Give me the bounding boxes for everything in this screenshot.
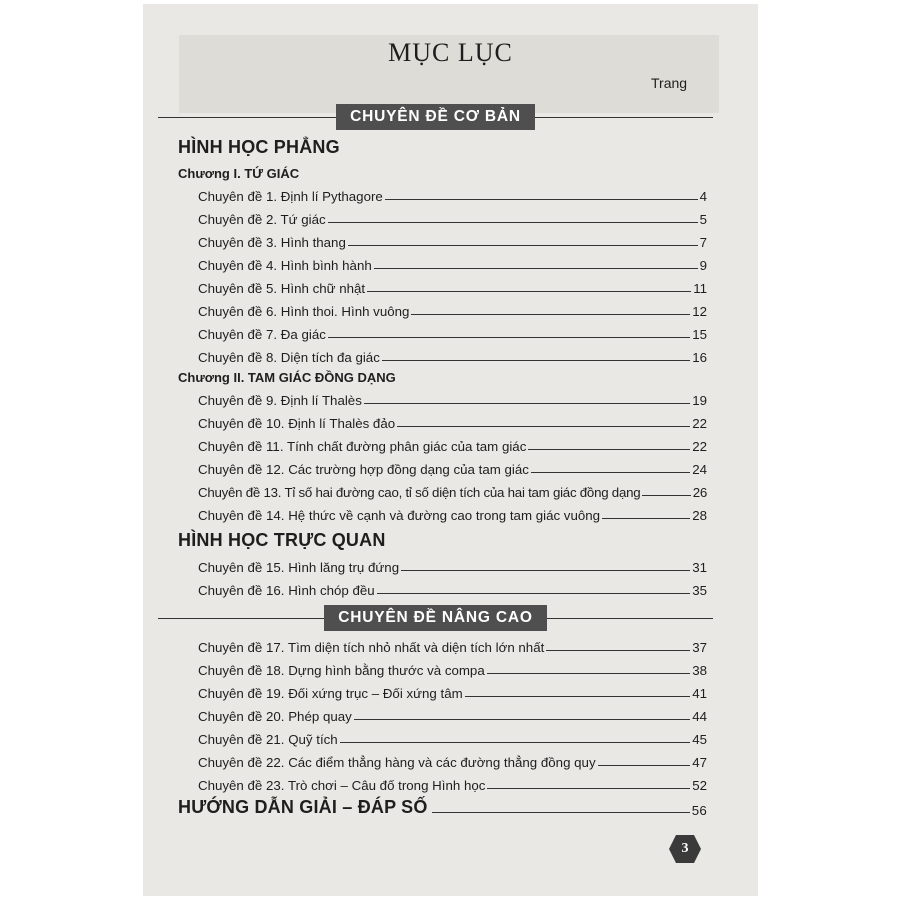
leader-line <box>328 337 690 338</box>
toc-entry-label: Chuyên đề 9. Định lí Thalès <box>198 393 362 408</box>
toc-entry[interactable] <box>198 480 707 500</box>
page-number-badge <box>668 834 702 864</box>
toc-entry-page: 16 <box>692 350 707 365</box>
toc-entry-page: 28 <box>692 508 707 523</box>
toc-entry[interactable] <box>198 345 707 365</box>
page-number: 3 <box>681 841 689 856</box>
banner-basic <box>143 103 758 133</box>
leader-line <box>401 570 690 571</box>
toc-entry-page: 7 <box>699 235 707 250</box>
toc-entry[interactable] <box>198 276 707 296</box>
toc-entry-page: 44 <box>692 709 707 724</box>
toc-entry-label: Chuyên đề 17. Tìm diện tích nhỏ nhất và diện tích lớn nhất <box>198 640 545 655</box>
leader-line <box>465 696 691 697</box>
toc-entry-label: Chuyên đề 11. Tính chất đường phân giác của tam giác <box>198 439 527 454</box>
section-plane-geometry: HÌNH HỌC PHẲNG <box>178 137 340 157</box>
toc-entry-label: Chuyên đề 10. Định lí Thalès đảo <box>198 416 396 431</box>
toc-entry[interactable] <box>198 773 707 793</box>
toc-entry-label: Chuyên đề 19. Đối xứng trục – Đối xứng tâm <box>198 686 463 701</box>
toc-entry-label: Chuyên đề 13. Tỉ số hai đường cao, tỉ số diện tích của hai tam giác đồng dạng <box>198 485 641 500</box>
toc-entry-page: 9 <box>699 258 707 273</box>
toc-entry-page: 15 <box>692 327 707 342</box>
toc-entry-page: 19 <box>692 393 707 408</box>
section-solutions-page: 56 <box>691 803 707 818</box>
toc-entry-label: Chuyên đề 18. Dựng hình bằng thước và compa <box>198 663 485 678</box>
toc-entry[interactable] <box>198 503 707 523</box>
leader-line <box>367 291 691 292</box>
toc-entry-label: Chuyên đề 7. Đa giác <box>198 327 326 342</box>
leader-line <box>328 222 698 223</box>
toc-entry-page: 26 <box>692 485 707 500</box>
toc-entry-label: Chuyên đề 4. Hình bình hành <box>198 258 372 273</box>
leader-line <box>432 812 690 813</box>
page-title: MỤC LỤC <box>388 38 513 67</box>
toc-page <box>143 4 758 896</box>
page-column-header: Trang <box>651 75 688 91</box>
toc-entry-label: Chuyên đề 20. Phép quay <box>198 709 352 724</box>
toc-entry[interactable] <box>198 253 707 273</box>
leader-line <box>397 426 690 427</box>
toc-entry-page: 35 <box>692 583 707 598</box>
toc-entry-label: Chuyên đề 23. Trò chơi – Câu đố trong Hình học <box>198 778 486 793</box>
banner-advanced <box>143 604 758 634</box>
toc-entry-page: 5 <box>699 212 707 227</box>
leader-line <box>385 199 698 200</box>
toc-entry[interactable] <box>198 457 707 477</box>
toc-entry[interactable] <box>198 411 707 431</box>
leader-line <box>377 593 691 594</box>
leader-line <box>487 788 690 789</box>
leader-line <box>546 650 690 651</box>
toc-entry[interactable] <box>198 230 707 250</box>
section-visual-geometry: HÌNH HỌC TRỰC QUAN <box>178 530 386 550</box>
leader-line <box>348 245 698 246</box>
toc-entry-label: Chuyên đề 2. Tứ giác <box>198 212 326 227</box>
toc-entry[interactable] <box>198 704 707 724</box>
toc-entry[interactable] <box>198 635 707 655</box>
toc-entry[interactable] <box>198 681 707 701</box>
toc-entry-page: 45 <box>692 732 707 747</box>
toc-entry[interactable] <box>198 555 707 575</box>
toc-entry-label: Chuyên đề 6. Hình thoi. Hình vuông <box>198 304 410 319</box>
toc-entry[interactable] <box>198 322 707 342</box>
toc-entry-page: 38 <box>692 663 707 678</box>
toc-entry-page: 31 <box>692 560 707 575</box>
toc-entry-label: Chuyên đề 14. Hệ thức về cạnh và đường cao trong tam giác vuông <box>198 508 601 523</box>
toc-entry[interactable] <box>198 727 707 747</box>
toc-entry-label: Chuyên đề 21. Quỹ tích <box>198 732 338 747</box>
toc-entry[interactable] <box>198 207 707 227</box>
leader-line <box>354 719 690 720</box>
toc-entry[interactable] <box>198 658 707 678</box>
leader-line <box>411 314 690 315</box>
leader-line <box>374 268 698 269</box>
leader-line <box>598 765 691 766</box>
toc-entry-label: Chuyên đề 15. Hình lăng trụ đứng <box>198 560 400 575</box>
leader-line <box>642 495 690 496</box>
toc-entry-page: 52 <box>692 778 707 793</box>
leader-line <box>528 449 690 450</box>
section-solutions-row[interactable] <box>178 797 707 818</box>
leader-line <box>364 403 690 404</box>
leader-line <box>487 673 690 674</box>
section-solutions: HƯỚNG DẪN GIẢI – ĐÁP SỐ <box>178 797 428 817</box>
toc-entry-page: 4 <box>699 189 707 204</box>
banner-advanced-label: CHUYÊN ĐỀ NÂNG CAO <box>324 605 546 631</box>
toc-entry-label: Chuyên đề 8. Diện tích đa giác <box>198 350 380 365</box>
toc-entry-page: 22 <box>692 416 707 431</box>
toc-entry[interactable] <box>198 388 707 408</box>
toc-entry-page: 41 <box>692 686 707 701</box>
toc-entry-page: 12 <box>692 304 707 319</box>
leader-line <box>340 742 691 743</box>
chapter-1-heading: Chương I. TỨ GIÁC <box>178 166 300 181</box>
leader-line <box>602 518 690 519</box>
chapter-2-heading: Chương II. TAM GIÁC ĐỒNG DẠNG <box>178 370 396 385</box>
toc-entry[interactable] <box>198 578 707 598</box>
toc-entry-page: 37 <box>692 640 707 655</box>
leader-line <box>531 472 690 473</box>
toc-entry-label: Chuyên đề 1. Định lí Pythagore <box>198 189 383 204</box>
toc-entry[interactable] <box>198 184 707 204</box>
banner-basic-label: CHUYÊN ĐỀ CƠ BẢN <box>336 104 535 130</box>
toc-entry-label: Chuyên đề 3. Hình thang <box>198 235 346 250</box>
toc-entry-page: 24 <box>692 462 707 477</box>
toc-entry-label: Chuyên đề 12. Các trường hợp đồng dạng của tam giác <box>198 462 529 477</box>
toc-entry-page: 47 <box>692 755 707 770</box>
toc-entry-page: 11 <box>693 281 707 296</box>
leader-line <box>382 360 690 361</box>
toc-entry[interactable] <box>198 299 707 319</box>
toc-entry-label: Chuyên đề 5. Hình chữ nhật <box>198 281 366 296</box>
toc-entry-label: Chuyên đề 16. Hình chóp đều <box>198 583 375 598</box>
toc-entry[interactable] <box>198 434 707 454</box>
toc-entry[interactable] <box>198 750 707 770</box>
toc-entry-label: Chuyên đề 22. Các điểm thẳng hàng và các đường thẳng đồng quy <box>198 755 596 770</box>
toc-entry-page: 22 <box>692 439 707 454</box>
